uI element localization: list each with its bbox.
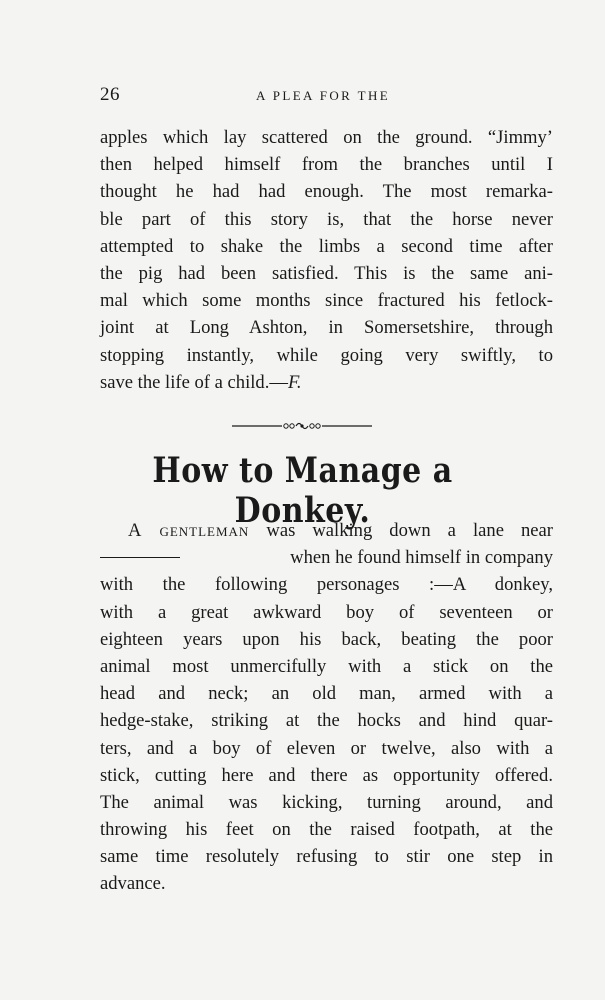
text-line: attempted to shake the limbs a second time after — [100, 235, 553, 257]
text-line: eighteen years upon his back, beating the poor — [100, 628, 553, 650]
text-line: The animal was kicking, turning around, and — [100, 791, 553, 813]
blank-dash-rule — [100, 557, 180, 558]
text-line-with-dash — [100, 544, 553, 571]
text-line: ters, and a boy of eleven or twelve, also with a — [100, 737, 553, 759]
text-line: joint at Long Ashton, in Somersetshire, through — [100, 317, 553, 339]
text-fragment: was walking down a lane near — [266, 520, 553, 541]
opening-words: A gentleman — [128, 520, 250, 541]
text-line: mal which some months since fractured his fetlock- — [100, 290, 553, 312]
text-line: head and neck; an old man, armed with a — [100, 683, 553, 705]
text-fragment: when he found himself in company — [290, 547, 553, 569]
paragraph-continued — [100, 124, 553, 396]
section-heading: How to Manage a Donkey. — [152, 450, 453, 532]
text-line-last: advance. — [100, 873, 166, 895]
author-signature: F. — [287, 371, 302, 393]
text-line: the pig had been satisfied. This is the same ani- — [100, 262, 553, 284]
text-line: same time resolutely refusing to stir one step in — [100, 846, 553, 868]
text-line: ble part of this story is, that the horse never — [100, 208, 553, 230]
text-line: stopping instantly, while going very swiftly, to — [100, 344, 553, 366]
text-line: thought he had had enough. The most remarka- — [100, 181, 553, 203]
text-line: with a great awkward boy of seventeen or — [100, 601, 553, 623]
text-line: hedge-stake, striking at the hocks and hind quar- — [100, 710, 553, 732]
text-line-last — [100, 369, 553, 396]
text-line: with the following personages :—A donkey, — [100, 574, 553, 596]
text-line: animal most unmercifully with a stick on the — [100, 655, 553, 677]
text-line: stick, cutting here and there as opportunity offered. — [100, 764, 553, 786]
text-line: throwing his feet on the raised footpath, at the — [100, 819, 553, 841]
text-line: then helped himself from the branches until I — [100, 154, 553, 176]
text-fragment: save the life of a child.— — [100, 371, 288, 393]
running-head — [100, 84, 560, 110]
text-line-first — [100, 517, 553, 544]
ornament-divider — [232, 419, 372, 433]
paragraph-section — [100, 517, 553, 898]
text-line: apples which lay scattered on the ground. “Jimmy’ — [100, 127, 553, 148]
running-title: A PLEA FOR THE — [256, 88, 391, 103]
page-number: 26 — [100, 84, 120, 105]
